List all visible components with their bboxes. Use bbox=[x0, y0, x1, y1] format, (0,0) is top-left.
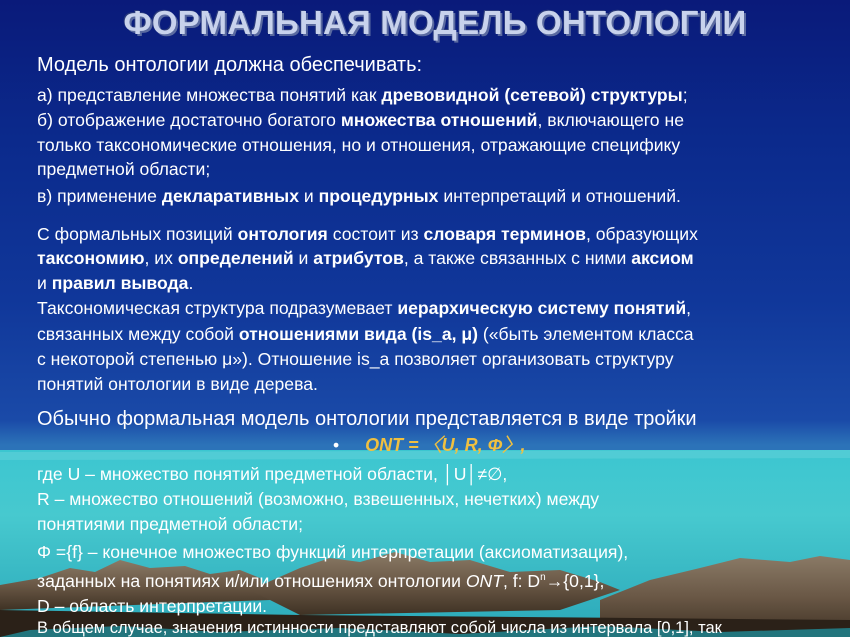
requirement-c bbox=[37, 184, 681, 208]
slide-title: ФОРМАЛЬНАЯ МОДЕЛЬ ОНТОЛОГИИ bbox=[123, 4, 747, 41]
text: →{0,1}, bbox=[545, 570, 605, 591]
text: , а также связанных с ними bbox=[403, 248, 632, 268]
formula-line bbox=[333, 433, 525, 457]
text: , их bbox=[144, 248, 178, 268]
text: R – множество отношений (возможно, взвешенных, нечетких) между bbox=[37, 489, 600, 509]
bold-text: древовидной (сетевой) структуры bbox=[381, 85, 683, 105]
def-phi-cont bbox=[37, 566, 604, 593]
text: и bbox=[293, 248, 314, 268]
text: («быть элементом класса bbox=[478, 324, 694, 344]
bold-text: иерархическую систему понятий bbox=[397, 298, 687, 318]
text: Таксономическая структура подразумевает bbox=[37, 298, 398, 318]
formal-definition-3 bbox=[37, 271, 193, 295]
intro-line bbox=[37, 53, 422, 77]
text: , включающего не bbox=[537, 110, 684, 130]
text: , образующих bbox=[585, 224, 698, 244]
taxonomy-line-4 bbox=[37, 372, 318, 396]
bold-text: правил вывода bbox=[51, 273, 189, 293]
formal-definition-2 bbox=[37, 246, 694, 270]
text: В общем случае, значения истинности представляют собой числа из интервала [0,1], так bbox=[37, 619, 722, 637]
text: состоит из bbox=[327, 224, 424, 244]
text: б) отображение достаточно богатого bbox=[37, 110, 341, 130]
truth-values-line bbox=[37, 616, 722, 637]
bold-text: множества отношений bbox=[340, 110, 538, 130]
taxonomy-line-3 bbox=[37, 347, 674, 371]
text: понятиями предметной области; bbox=[37, 514, 304, 534]
text: Обычно формальная модель онтологии представляется в виде тройки bbox=[37, 408, 697, 430]
def-phi bbox=[37, 540, 628, 564]
intro-text: Модель онтологии должна обеспечивать: bbox=[37, 54, 423, 76]
def-u bbox=[37, 462, 507, 486]
bold-text: онтология bbox=[237, 224, 328, 244]
bold-text: аксиом bbox=[631, 248, 694, 268]
text: с некоторой степенью μ»). Отношение is_a позволяет организовать структуру bbox=[37, 349, 674, 369]
taxonomy-line-2 bbox=[37, 322, 694, 346]
text: заданных на понятиях и/или отношениях онтологии bbox=[37, 570, 466, 591]
requirement-b-cont2 bbox=[37, 157, 210, 181]
text: в) применение bbox=[37, 186, 162, 206]
text: ; bbox=[682, 85, 688, 105]
italic-text: ONT bbox=[465, 570, 503, 591]
text: , bbox=[686, 298, 692, 318]
requirement-b-cont bbox=[37, 133, 680, 157]
def-d bbox=[37, 594, 267, 618]
text: С формальных позиций bbox=[37, 224, 238, 244]
bold-text: отношениями вида (is_a, μ) bbox=[238, 324, 479, 344]
text: где U – множество понятий предметной области, │U│≠∅, bbox=[37, 464, 508, 484]
text: . bbox=[188, 273, 194, 293]
text: предметной области; bbox=[37, 159, 211, 179]
bold-text: атрибутов bbox=[313, 248, 404, 268]
text: интерпретаций и отношений. bbox=[438, 186, 681, 206]
text: Φ ={f} – конечное множество функций интерпретации (аксиоматизация), bbox=[37, 542, 629, 562]
bold-text: определений bbox=[177, 248, 294, 268]
requirement-b bbox=[37, 108, 684, 132]
text: а) представление множества понятий как bbox=[37, 85, 382, 105]
text: , f: D bbox=[502, 570, 541, 591]
text: только таксономические отношения, но и отношения, отражающие специфику bbox=[37, 135, 681, 155]
text: и bbox=[299, 186, 319, 206]
bold-text: декларативных bbox=[161, 186, 299, 206]
formula: ONT = 〈U, R, Φ〉, bbox=[365, 435, 526, 455]
requirement-a bbox=[37, 83, 688, 107]
bullet: • bbox=[333, 435, 340, 455]
text: D – область интерпретации. bbox=[37, 596, 268, 616]
text: понятий онтологии в виде дерева. bbox=[37, 374, 318, 394]
taxonomy-line-1 bbox=[37, 296, 691, 320]
formal-definition-1 bbox=[37, 222, 698, 246]
text: связанных между собой bbox=[37, 324, 239, 344]
def-r bbox=[37, 487, 599, 511]
bold-text: таксономию bbox=[37, 248, 145, 268]
text: и bbox=[37, 273, 52, 293]
triple-intro bbox=[37, 407, 697, 431]
bold-text: словаря терминов bbox=[423, 224, 586, 244]
def-r-cont bbox=[37, 512, 303, 536]
superscript: n bbox=[540, 572, 546, 583]
bold-text: процедурных bbox=[318, 186, 439, 206]
